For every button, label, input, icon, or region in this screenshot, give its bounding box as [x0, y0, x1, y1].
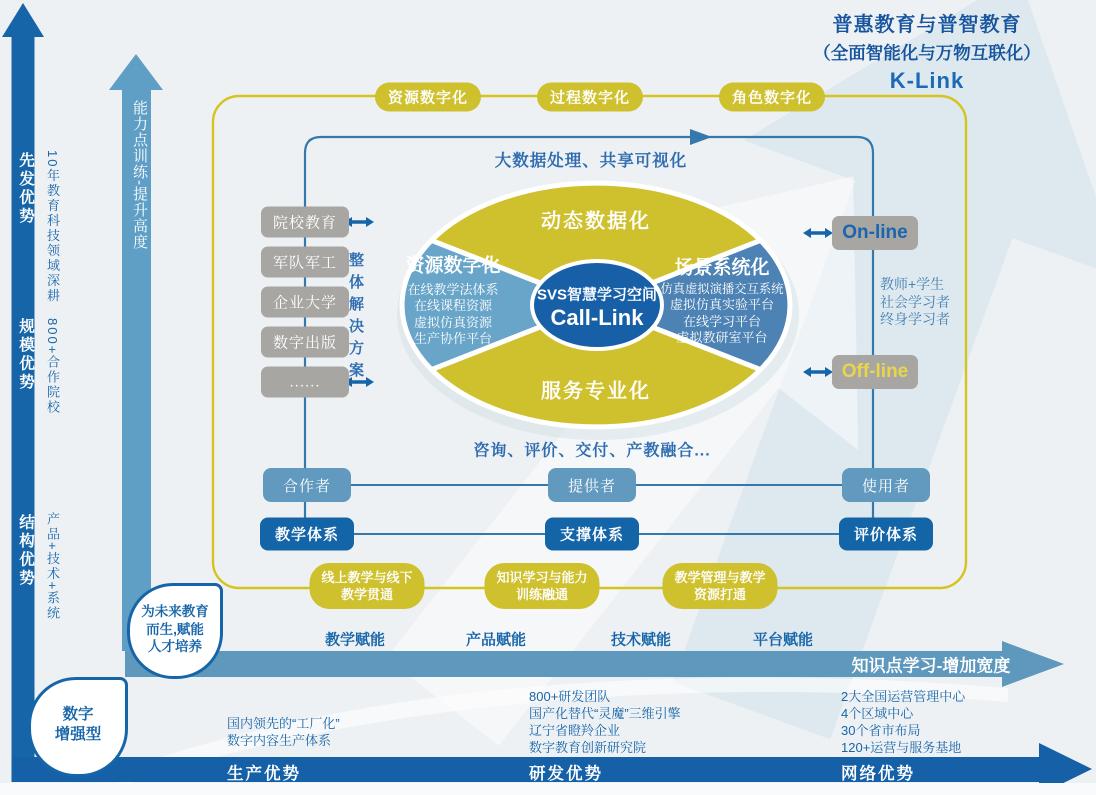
bottom-pill — [484, 563, 599, 609]
brand-name: K-Link — [889, 68, 965, 93]
empower-label: 技术赋能 — [610, 631, 672, 649]
axis-segment-label: 先发优势 — [17, 152, 34, 226]
core-right-item: 在线学习平台 — [682, 313, 762, 329]
system-box: 评价体系 — [839, 518, 933, 551]
core-right-title: 场景系统化 — [674, 257, 770, 279]
advantage-line: 数字内容生产体系 — [227, 733, 332, 748]
advantage-line: 数字教育创新研究院 — [529, 740, 647, 755]
sector-box: 企业大学 — [261, 287, 349, 318]
role-box: 提供者 — [548, 468, 636, 502]
system-box: 支撑体系 — [545, 518, 639, 551]
flow-arrowhead-icon — [690, 129, 712, 145]
core-left-item: 在线教学法体系 — [407, 282, 499, 297]
learner-line: 终身学习者 — [880, 311, 950, 327]
solution-label: 整体解决方案 — [347, 252, 364, 384]
core-right-item: 虚拟仿真实验平台 — [669, 297, 775, 313]
advantage-line: 国产化替代“灵魔”三维引擎 — [529, 706, 681, 721]
bottom-pill-line: 教学贯通 — [340, 587, 394, 602]
core-left-item: 生产协作平台 — [413, 331, 493, 347]
height-axis-bar — [12, 35, 35, 757]
bottom-strip — [0, 783, 1096, 795]
advantage-line: 30个省市布局 — [841, 723, 921, 738]
empower-label: 平台赋能 — [752, 631, 814, 649]
capability-arrowhead-icon — [109, 54, 163, 90]
role-box: 使用者 — [842, 468, 930, 502]
sector-box: 院校教育 — [261, 207, 349, 238]
core-top-label: 动态数据化 — [541, 210, 651, 233]
double-arrow-icon — [803, 228, 833, 238]
advantage-line: 120+运营与服务基地 — [841, 740, 962, 755]
system-box: 教学体系 — [260, 518, 354, 551]
mission-line: 人才培养 — [148, 639, 202, 654]
advantage-line: 4个区域中心 — [841, 706, 914, 721]
bottom-pill — [309, 563, 424, 609]
axis-segment-label: 结构优势 — [17, 514, 34, 588]
page-title: 普惠教育与普智教育 — [832, 14, 1022, 36]
band-label: 网络优势 — [841, 765, 915, 783]
digital-bubble — [28, 677, 128, 777]
offline-box — [832, 355, 918, 389]
advantage-column — [529, 688, 681, 756]
learner-line: 社会学习者 — [880, 293, 950, 310]
mission-line: 为未来教育 — [141, 604, 209, 619]
digital-bubble-line: 数字 — [62, 706, 94, 723]
core-right-item: 虚拟教研室平台 — [676, 330, 768, 346]
bottom-pill-line: 训练融通 — [515, 587, 569, 602]
online-label: On-line — [842, 222, 908, 243]
bottom-pill-line: 教学管理与教学 — [674, 570, 766, 585]
sector-box: 数字出版 — [261, 327, 349, 358]
top-pill: 角色数字化 — [719, 83, 825, 112]
bottom-pill-line: 知识学习与能力 — [496, 570, 588, 585]
band-label: 生产优势 — [227, 765, 301, 783]
core-left-title: 资源数字化 — [405, 255, 501, 277]
height-axis-arrowhead-icon — [2, 3, 44, 37]
mission-line: 而生,赋能 — [146, 621, 204, 637]
online-box — [832, 216, 918, 250]
advantage-line: 800+研发团队 — [529, 689, 611, 704]
core-right-items — [661, 281, 784, 347]
capability-arrow-label: 能力点训练-提升高度 — [131, 100, 148, 250]
bigdata-caption: 大数据处理、共享可视化 — [494, 152, 688, 170]
axis-segment-note: 产品+技术+系统 — [45, 512, 60, 622]
bottom-pill — [662, 563, 777, 609]
double-arrow-icon — [803, 367, 833, 377]
empower-label: 产品赋能 — [465, 631, 527, 649]
band-label: 研发优势 — [529, 765, 603, 783]
services-caption: 咨询、评价、交付、产教融合... — [473, 442, 711, 460]
core-center-brand: Call-Link — [550, 305, 644, 330]
axis-segment-label: 规模优势 — [17, 318, 34, 392]
advantage-column — [227, 715, 340, 749]
advantage-line: 2大全国运营管理中心 — [841, 689, 966, 704]
digital-bubble-line: 增强型 — [54, 726, 102, 743]
empower-label: 教学赋能 — [324, 631, 386, 649]
sector-box: 军队军工 — [261, 247, 349, 278]
knowledge-width-arrowhead-icon — [1002, 641, 1064, 687]
core-left-items — [407, 282, 498, 348]
page-subtitle: （全面智能化与万物互联化） — [813, 43, 1041, 63]
role-box: 合作者 — [263, 468, 351, 502]
advantage-line: 国内领先的“工厂化” — [227, 716, 340, 731]
learner-line: 教师+学生 — [880, 276, 945, 292]
top-pill: 过程数字化 — [537, 83, 643, 112]
core-left-item: 在线课程资源 — [413, 298, 493, 314]
advantage-column — [841, 688, 965, 756]
learners-list — [880, 276, 950, 329]
advantage-line: 辽宁省瞪羚企业 — [529, 723, 621, 738]
core-bottom-label: 服务专业化 — [541, 380, 651, 403]
core-right-item: 仿真虚拟演播交互系统 — [660, 282, 784, 296]
axis-segment-note: 10年教育科技领域深耕 — [45, 150, 60, 304]
offline-label: Off-line — [841, 361, 909, 382]
sector-box: ...... — [261, 367, 349, 398]
axis-segment-note: 800+合作院校 — [45, 318, 60, 416]
bottom-pill-line: 资源打通 — [693, 587, 747, 602]
title-block — [762, 8, 1092, 94]
mission-bubble — [127, 583, 223, 679]
bottom-pill-line: 线上教学与线下 — [321, 570, 413, 585]
width-arrow-label: 知识点学习-增加宽度 — [851, 656, 1011, 676]
core-center-title: SVS智慧学习空间 — [536, 286, 658, 304]
core-left-item: 虚拟仿真资源 — [413, 314, 493, 330]
top-pill: 资源数字化 — [375, 83, 481, 112]
